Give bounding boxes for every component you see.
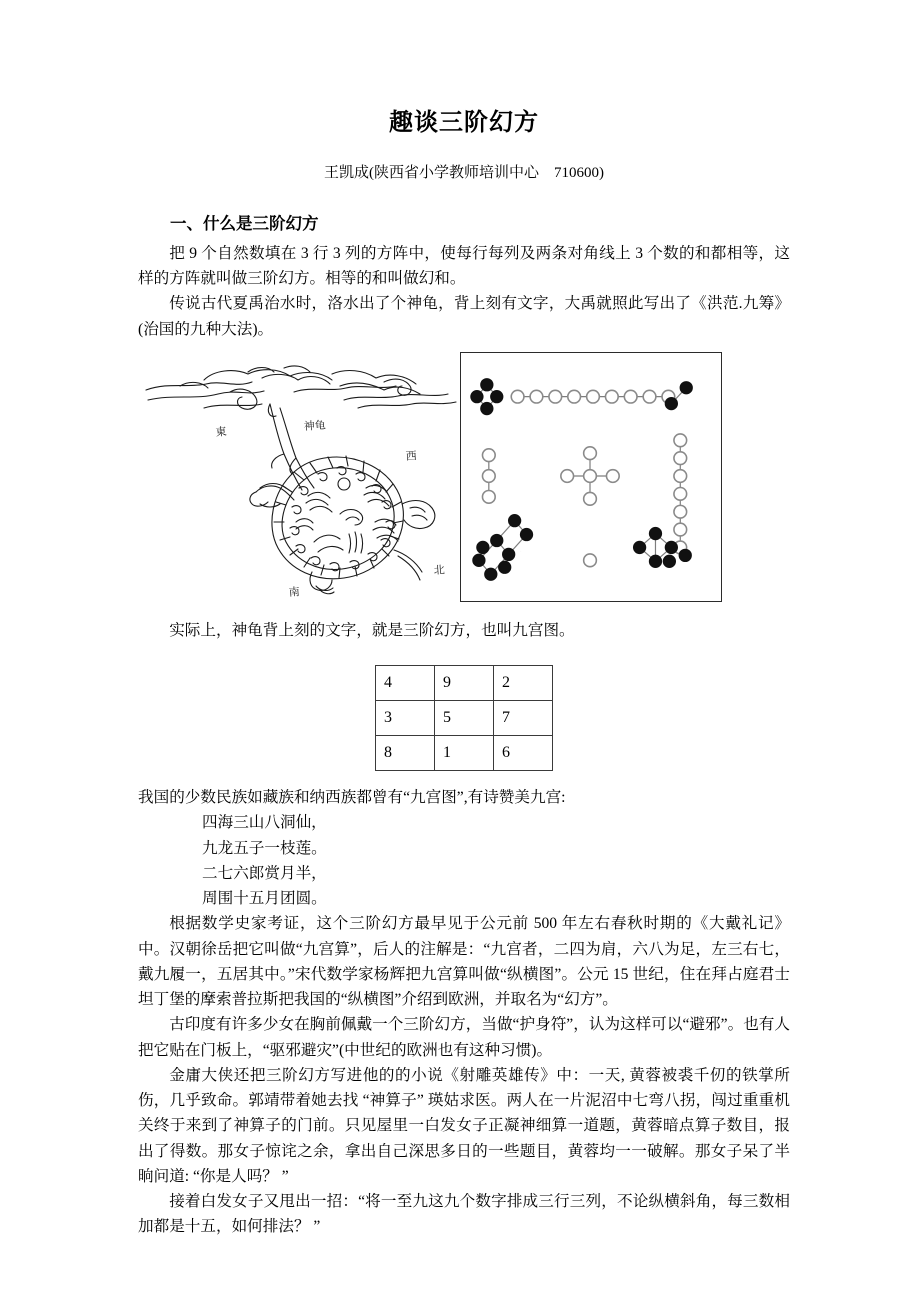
paragraph-history: 根据数学史家考证，这个三阶幻方最早见于公元前 500 年左右春秋时期的《大戴礼记》中。汉朝徐岳把它叫做“九宫算”，后人的注解是：“九宫者，二四为肩，六八为足，左三右七，戴九履一，五居其中。”宋代数学家杨辉把九宫算叫做“纵横图”。公元 15 世纪，住在拜占庭君士坦丁堡的摩索普拉斯把我国的“纵横图”介绍到欧洲，并取名为“幻方”。 [138, 915, 790, 1009]
magic-square-wrapper [138, 643, 790, 785]
section-heading-1: 一、什么是三阶幻方 [170, 214, 319, 234]
luoshu-group-five [561, 447, 619, 505]
paragraph-riddle: 接着白发女子又甩出一招：“将一至九这九个数字排成三行三列，不论纵横斜角，每三数相加都是十五，如何排法？ ” [138, 1193, 790, 1236]
magic-cell-r0c1: 9 [435, 666, 494, 701]
turtle-label-left: 東 [215, 425, 228, 439]
paragraph-minorities: 我国的少数民族如藏族和纳西族都曾有“九宫图”,有诗赞美九宫: [138, 789, 566, 807]
magic-cell-r1c1: 5 [435, 701, 494, 736]
poem-line-1: 四海三山八洞仙， [202, 814, 327, 832]
luoshu-group-nine [511, 390, 674, 403]
magic-cell-r0c2: 2 [494, 666, 553, 701]
figure-caption: 实际上，神龟背上刻的文字，就是三阶幻方，也叫九宫图。 [169, 621, 575, 639]
page-title: 趣谈三阶幻方 [389, 110, 539, 136]
magic-cell-r0c0: 4 [376, 666, 435, 701]
author-byline: 王凯成(陕西省小学教师培训中心 710600) [324, 165, 604, 182]
divine-turtle-illustration [144, 364, 464, 604]
magic-cell-r1c0: 3 [376, 701, 435, 736]
poem-line-2: 九龙五子一枝莲。 [202, 839, 327, 857]
turtle-label-right: 西 [405, 450, 418, 463]
poem-line-4: 周围十五月团圆。 [202, 890, 327, 908]
magic-cell-r2c2: 6 [494, 736, 553, 771]
paragraph-definition: 把 9 个自然数填在 3 行 3 列的方阵中，使每行每列及两条对角线上 3 个数的和都相等，这样的方阵就叫做三阶幻方。相等的和叫做幻和。 [138, 244, 790, 288]
paragraph-legend: 传说古代夏禹治水时，洛水出了个神龟，背上刻有文字，大禹就照此写出了《洪范.九筹》(治国的九种大法)。 [138, 295, 790, 338]
magic-cell-r1c2: 7 [494, 701, 553, 736]
luoshu-dot-chart [461, 353, 721, 601]
table-row [376, 701, 553, 736]
table-row [376, 666, 553, 701]
paragraph-jinyong: 金庸大侠还把三阶幻方写进他的的小说《射雕英雄传》中：一天, 黄蓉被裘千仞的铁掌所伤，几乎致命。郭靖带着她去找 “神算子” 瑛姑求医。两人在一片泥沼中七弯八拐，闯过重重机关终于来到了神算子的门前。只见屋里一白发女子正凝神细算一道题，黄蓉暗点算子数目，报出了得数。那女子惊诧之余，拿出自己深思多日的一些题目，黄蓉均一一破解。那女子呆了半晌问道: “你是人吗？ ” [138, 1066, 790, 1185]
magic-square-table [375, 665, 553, 771]
table-row [376, 736, 553, 771]
turtle-label-bottom-left: 南 [288, 586, 301, 599]
paragraph-india: 古印度有许多少女在胸前佩戴一个三阶幻方，当做“护身符”，认为这样可以“避邪”。也有人把它贴在门板上，“驱邪避灾”(中世纪的欧洲也有这种习惯)。 [138, 1016, 790, 1059]
luoshu-group-one [584, 554, 597, 567]
magic-cell-r2c0: 8 [376, 736, 435, 771]
luoshu-group-three [482, 449, 495, 503]
luoshu-diagram [460, 352, 722, 602]
magic-cell-r2c1: 1 [435, 736, 494, 771]
document-content [138, 0, 790, 1240]
poem-block [138, 810, 790, 911]
poem-line-3: 二七六郎赏月半， [202, 864, 327, 882]
turtle-label-top-center: 神龟 [303, 419, 327, 433]
figure-row [138, 352, 790, 604]
turtle-label-bottom-right: 北 [433, 564, 446, 577]
luoshu-group-seven [674, 434, 687, 554]
luoshu-group-four [471, 379, 503, 415]
